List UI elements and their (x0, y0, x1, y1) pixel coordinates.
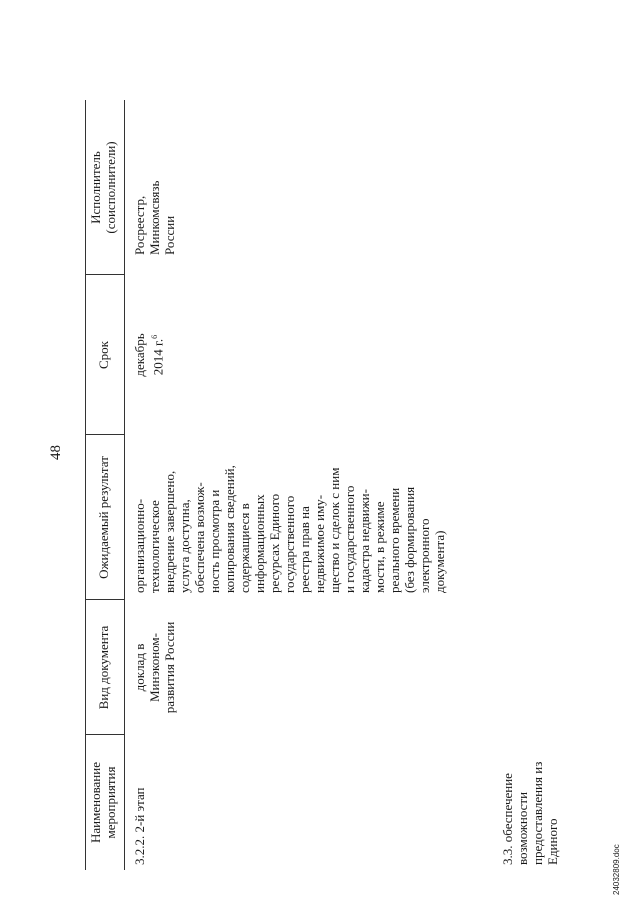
table-header-rule (124, 100, 125, 870)
row1-doc-type: доклад в Минэконом- развития России (132, 621, 177, 714)
document-id: 24032809.doc (612, 844, 621, 895)
table-top-rule (85, 100, 86, 870)
header-doc-type: Вид документа (96, 625, 111, 710)
footnote-ref: 6 (150, 334, 159, 339)
row2-name: 3.3. обеспечение возможности предоставления из Единого (500, 761, 560, 865)
row1-name: 3.2.2. 2-й этап (132, 787, 147, 865)
page-number: 48 (48, 445, 64, 460)
header-name: Наименование мероприятия (88, 762, 118, 843)
row1-executor: Росреестр, Минкомсвязь России (132, 180, 177, 255)
row1-term: декабрь 2014 г.$^6$ (132, 333, 166, 377)
header-executor: Исполнитель (соисполнители) (88, 141, 118, 234)
header-result: Ожидаемый результат (96, 456, 111, 579)
row1-result: организационно- технологическое внедрение завершено, услуга доступна, обеспечена возмож- ность просмотра и копирования сведений, содержащиеся в информационных ресурсах Единого государственного реестра прав на недвижимое иму- щество и сделок с ним и государственного кадастра недвижи- мости, в режиме реального времени (без формирования электронного документа) (132, 465, 447, 593)
header-term: Срок (96, 341, 111, 369)
